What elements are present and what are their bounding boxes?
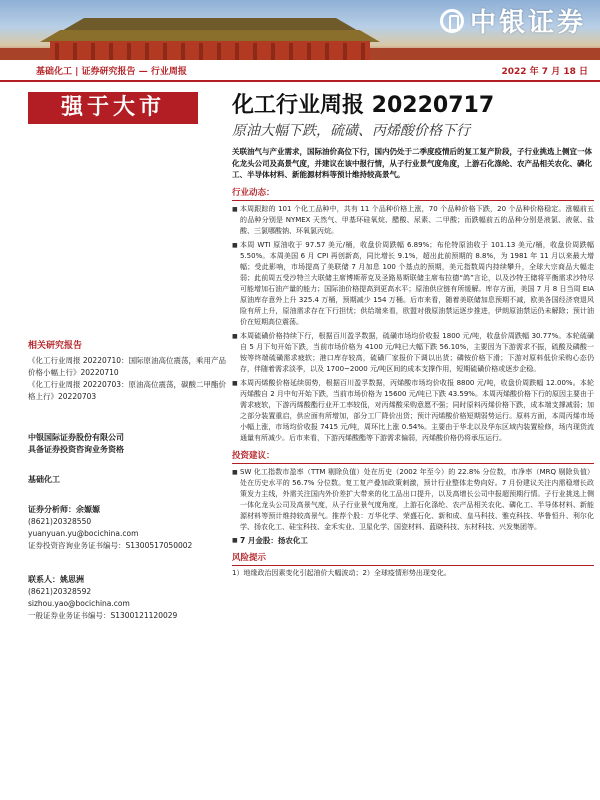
palace-columns: [55, 43, 365, 60]
risk-text: 1）地缘政治因素变化引起油价大幅波动；2）全球疫情形势出现变化。: [232, 568, 451, 577]
section-divider: [232, 200, 594, 201]
dynamics-heading: 行业动态：: [232, 187, 275, 198]
sidebar: [0, 84, 228, 800]
advice-heading: 投资建议：: [232, 450, 275, 461]
contact-block: [28, 574, 228, 622]
industry-label: 基础化工: [28, 475, 60, 484]
contact-email[interactable]: sizhou.yao@bocichina.com: [28, 599, 130, 608]
related-report-item[interactable]: 《化工行业周报 20220710：国际原油高位震荡，乘用产品价格小幅上行》20220710: [28, 356, 227, 377]
contact-name: 联系人：姚思洲: [28, 575, 84, 584]
brand: [440, 2, 586, 39]
analyst-cert: 证券投资咨询业务证书编号：S1300517050002: [28, 541, 193, 550]
analyst-name: 证券分析师：余嫄嫄: [28, 505, 100, 514]
related-reports-title: 相关研究报告: [28, 341, 83, 351]
related-report-item[interactable]: 《化工行业周报 20220703：原油高位震荡，碳酸二甲酯价格上行》20220703: [28, 380, 227, 401]
header-banner: [0, 0, 600, 60]
palace-roof-upper: [60, 18, 360, 32]
dynamics-bullet: ■ 本周跟踪的 101 个化工品种中，共有 11 个品种价格上涨，70 个品种价格下跌，20 个品种价格稳定。涨幅前五的品种分别是 NYMEX 天然气、甲基环硅氧烷、醋酸、尿素、二甲酸；而跌幅前五的品种分别是液氯、液氨、盐酸、三氯哪酸钠、环氧氯丙烷。: [232, 204, 594, 237]
section-divider: [232, 565, 594, 566]
abstract: 关联油气与产业需求，国际油价高位下行，国内仍处于二季度疫情后的复工复产阶段，子行业挑选上侧宜一体化龙头公司及高景气度，并建议在该中报行情，从子行业景气度角度，上游石化涤纶、农产品相关农化、磷化工、半导体材料、新能源材料等预计维持较高景气。: [232, 147, 592, 179]
report-category: 基础化工 | 证券研究报告 — 行业周报: [36, 66, 187, 77]
report-date: 2022 年 7 月 18 日: [501, 66, 588, 77]
analyst-phone: (8621)20328550: [28, 517, 92, 526]
dynamics-bullet: ■ 本周丙烯酸价格延续弱势，根据百川盈孚数据，丙烯酸市场均价收报 8800 元/吨，收盘价周跌幅 12.00%。本轮丙烯酸自 2 月中旬开始下跌，当前市场价格为 15600 元/吨已下跌 43.59%。本周丙烯酸价格下行的原因主要由于需求疲软，下游丙烯酸酯行业开工率较低，对丙烯酸采购意愿不强；同时原料丙烯价格下跌，成本端支撑减弱；加之部分装置重启，供应面有所增加，部分工厂降价出货；预计丙烯酸价格短期弱势运行。原料方面，本周丙烯市场小幅上涨，市场均价收报 7415 元/吨，周环比上涨 0.54%。主要由于华北以及华东区域内装置检修，场内现货流通量有所减少。后市来看，下游丙烯酸酯等下游需求偏弱，丙烯酸价格仍将承压运行。: [232, 378, 594, 444]
dynamics-bullet: ■ 本周硫磺价格持续下行，根据百川盈孚数据，硫磺市场均价收报 1800 元/吨，收盘价周跌幅 30.77%。本轮硫磺自 5 月下旬开始下跌，当前市场价格为 4100 元/吨已大幅下跌 56.10%，主要因为下游需求不振，硫酸及磷酸一铵等终端硫磺需求疲软；港口库存较高，硫磺厂家报价下调以出货；磷铵价格下滑；下游对原料低价采购心态仍存，伴随着需求淡季，以及 1700~2000 元/吨区间的成本支撑作用，短期硫磺价格或逐步企稳。: [232, 331, 594, 375]
license-text: 中银国际证券股份有限公司 具备证券投资咨询业务资格: [28, 433, 124, 454]
main-content: [232, 84, 594, 800]
monthly-pick: ■ 7 月金股：扬农化工: [232, 535, 594, 546]
meta-bar: [0, 60, 600, 82]
bank-of-china-logo-icon: [440, 9, 464, 33]
section-divider: [232, 463, 594, 464]
page-title: 化工行业周报 20220717: [232, 93, 495, 118]
dynamics-bullet: ■ 本周 WTI 原油收于 97.57 美元/桶，收盘价周跌幅 6.89%；布伦特原油收于 101.13 美元/桶，收盘价周跌幅 5.50%。本周美国 6 月 CPI 再创新高，同比增长 9.1%，超出此前预期的 8.8%，为 1981 年 11 月以来最大增幅；受此影响，市场提高了美联储 7 月加息 100 个基点的预期，美元指数周内持续攀升，全球大宗商品大幅走弱；此前周五受沙特兰大联储主席博斯蒂克及圣路易斯联储主席布拉德“鸽”言论，以及沙特王储将平衡需求沙特尽可能增加石油产量的能力；国际油价格提高到更高水平；原油供应链有所缓解。库存方面，美国 7 月 8 日当周 EIA 原油库存意外上升 325.4 万桶，预期减少 154 万桶。后市来看，随着美联储加息预期不减，欧美各国经济衰退风险有所上升，原油需求存在下行担忧；供给端来看，欧盟对俄原油禁运逐步推进，伊朗原油禁运仍未解除；预计油价在短期高位震荡。: [232, 240, 594, 328]
page-subtitle: 原油大幅下跌，硫磺、丙烯酸价格下行: [232, 123, 470, 139]
license-block: [28, 432, 228, 456]
analyst-block: [28, 504, 228, 552]
rating-badge: 强于大市: [28, 92, 198, 124]
industry-block: [28, 474, 228, 486]
brand-name: 中银证券: [469, 8, 586, 38]
related-reports: [28, 338, 228, 403]
contact-phone: (8621)20328592: [28, 587, 92, 596]
advice-bullet: ■ SW 化工指数市盈率（TTM 剔除负值）处在历史（2002 年至今）的 22.8% 分位数，市净率（MRQ 剔除负值）处在历史水平的 56.7% 分位数。复工复产叠加政策刺激，预计行业整体走势向好。7 月份建议关注内需稳增长政策发力主线，外需关注国内外价差扩大带来的化工品出口提升，以及高增长公司中报超预期行情。子行业挑选上侧一体化龙头公司及高景气度，从子行业景气度角度，上游石化涤纶、农产品相关农化、磷化工、半导体材料、新能源材料等预计维持较高景气。推荐个股：万华化学、荣盛石化、新和成、皇马科技、雅克科技、华鲁恒升、利尔化学、扬农化工、硅宝科技、金禾实业、卫星化学、国瓷材料、蓝晓科技、东材科技、兴发集团等。: [232, 467, 594, 533]
contact-cert: 一般证券业务证书编号：S1300121120029: [28, 611, 178, 620]
risk-heading: 风险提示: [232, 552, 267, 563]
analyst-email[interactable]: yuanyuan.yu@bocichina.com: [28, 529, 139, 538]
